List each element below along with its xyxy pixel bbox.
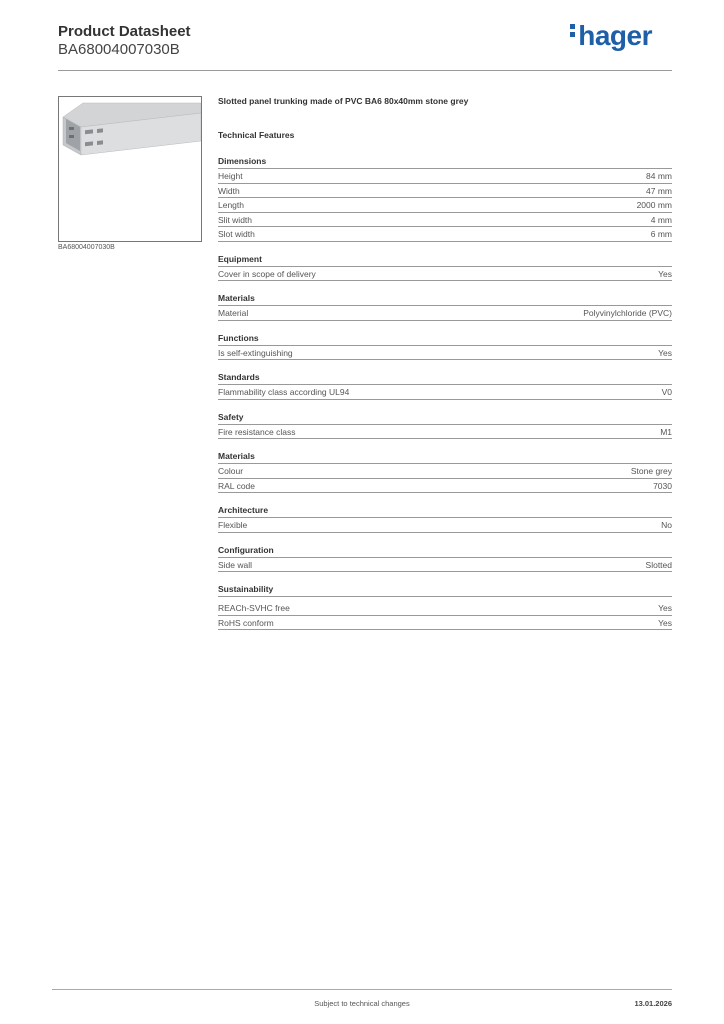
logo-dots-icon: [570, 21, 576, 40]
feature-value: Polyvinylchloride (PVC): [583, 308, 672, 318]
section-heading: Functions: [218, 333, 672, 346]
feature-label: Fire resistance class: [218, 426, 296, 437]
feature-value: 6 mm: [650, 229, 672, 239]
feature-row: [218, 479, 672, 494]
feature-row: [218, 518, 672, 533]
page-header: [58, 22, 672, 71]
feature-value: 2000 mm: [636, 200, 672, 210]
feature-label: Flammability class according UL94: [218, 387, 350, 397]
feature-row: [218, 198, 672, 213]
feature-value: Slotted: [645, 559, 672, 570]
feature-value: 84 mm: [646, 171, 672, 181]
feature-row: [218, 184, 672, 199]
document-title: Product Datasheet: [58, 23, 191, 40]
feature-row: [218, 601, 672, 616]
feature-label: Side wall: [218, 559, 253, 570]
feature-row: [218, 169, 672, 184]
feature-row: [218, 306, 672, 321]
feature-label: Cover in scope of delivery: [218, 268, 316, 279]
feature-section: [218, 156, 672, 242]
feature-section: [218, 451, 672, 493]
feature-value: 4 mm: [650, 214, 672, 225]
section-heading: Materials: [218, 293, 672, 306]
feature-label: Width: [218, 185, 240, 196]
technical-data: [218, 96, 672, 630]
feature-value: 47 mm: [646, 185, 672, 196]
feature-row: [218, 616, 672, 631]
feature-row: [218, 213, 672, 228]
section-heading: Configuration: [218, 545, 672, 558]
feature-label: Height: [218, 171, 243, 181]
footer-date: 13.01.2026: [634, 999, 672, 1008]
product-title: Slotted panel trunking made of PVC BA6 80x40mm stone grey: [218, 96, 469, 106]
feature-label: Material: [218, 308, 249, 318]
feature-section: [218, 333, 672, 361]
section-heading: Materials: [218, 451, 672, 464]
feature-section: [218, 545, 672, 573]
feature-section: [218, 293, 672, 321]
document-number: BA68004007030B: [58, 41, 180, 58]
section-heading: Standards: [218, 372, 672, 385]
feature-section: [218, 372, 672, 400]
feature-row: [218, 464, 672, 479]
feature-section: [218, 584, 672, 630]
trunking-illustration-icon: [59, 97, 201, 241]
page-footer: [52, 989, 672, 1020]
technical-features-heading: Technical Features: [218, 130, 295, 140]
feature-section: [218, 505, 672, 533]
section-heading: Sustainability: [218, 584, 672, 597]
feature-value: Stone grey: [630, 466, 672, 476]
feature-label: Slot width: [218, 229, 255, 239]
feature-row: [218, 346, 672, 361]
feature-label: Length: [218, 200, 244, 210]
section-heading: Dimensions: [218, 156, 672, 169]
feature-label: Is self-extinguishing: [218, 347, 293, 358]
feature-value: Yes: [658, 347, 672, 358]
feature-row: [218, 227, 672, 242]
feature-value: No: [661, 520, 672, 530]
product-image: [58, 96, 202, 242]
image-caption: BA68004007030B: [58, 244, 115, 251]
feature-sections: [218, 156, 672, 630]
logo-text: hager: [578, 20, 652, 51]
feature-row: [218, 267, 672, 282]
feature-label: REACh-SVHC free: [218, 603, 290, 613]
feature-row: [218, 385, 672, 400]
section-heading: Safety: [218, 412, 672, 425]
section-heading: Architecture: [218, 505, 672, 518]
feature-value: M1: [660, 426, 672, 437]
feature-value: Yes: [658, 603, 672, 613]
feature-label: Colour: [218, 466, 244, 476]
feature-value: Yes: [658, 617, 672, 628]
feature-value: 7030: [653, 480, 672, 491]
feature-value: Yes: [658, 268, 672, 279]
feature-label: RAL code: [218, 480, 256, 491]
hager-logo: [570, 20, 652, 52]
feature-section: [218, 412, 672, 440]
section-heading: Equipment: [218, 254, 672, 267]
feature-label: Slit width: [218, 214, 253, 225]
footer-note: Subject to technical changes: [314, 999, 410, 1008]
feature-value: V0: [661, 387, 672, 397]
feature-row: [218, 425, 672, 440]
feature-section: [218, 254, 672, 282]
feature-label: Flexible: [218, 520, 248, 530]
feature-row: [218, 558, 672, 573]
feature-label: RoHS conform: [218, 617, 274, 628]
